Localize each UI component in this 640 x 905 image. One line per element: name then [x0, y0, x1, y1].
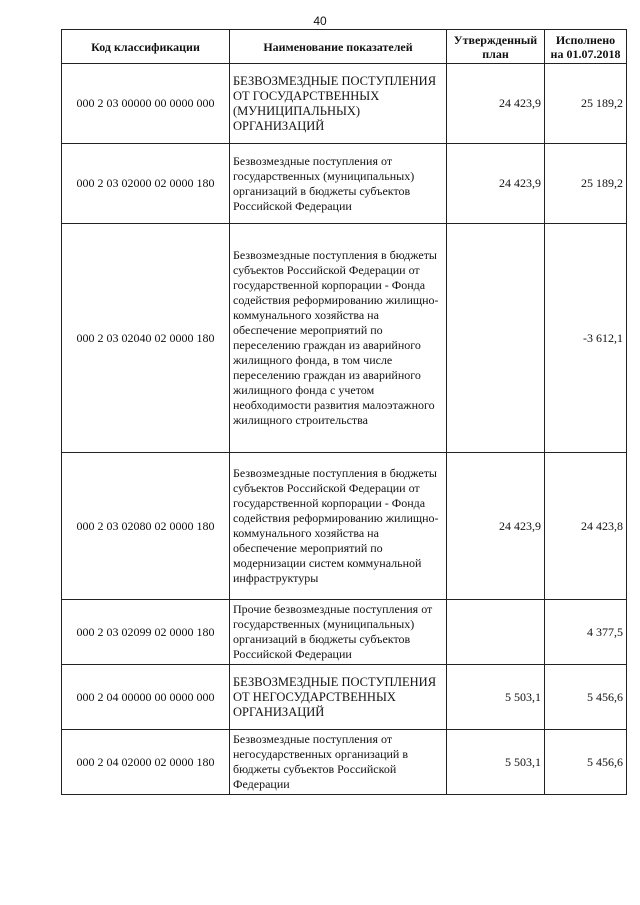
header-executed: Исполнено на 01.07.2018 [545, 30, 627, 64]
cell-executed: 25 189,2 [545, 144, 627, 224]
cell-executed: 24 423,8 [545, 453, 627, 600]
cell-plan: 5 503,1 [447, 730, 545, 795]
cell-code: 000 2 03 02000 02 0000 180 [62, 144, 230, 224]
cell-code: 000 2 03 02099 02 0000 180 [62, 600, 230, 665]
table-row [62, 144, 627, 224]
page-number: 40 [313, 14, 327, 28]
cell-executed: -3 612,1 [545, 224, 627, 453]
cell-plan: 24 423,9 [447, 144, 545, 224]
table-row [62, 730, 627, 795]
cell-code: 000 2 04 00000 00 0000 000 [62, 665, 230, 730]
cell-name: Безвозмездные поступления от государственных (муниципальных) организаций в бюджеты субъектов Российской Федерации [230, 144, 447, 224]
cell-name: Безвозмездные поступления в бюджеты субъектов Российской Федерации от государственной корпорации - Фонда содействия реформированию жилищно-коммунального хозяйства на обеспечение мероприятий по модернизации систем коммунальной инфраструктуры [230, 453, 447, 600]
table-row [62, 64, 627, 144]
cell-code: 000 2 03 00000 00 0000 000 [62, 64, 230, 144]
cell-name: БЕЗВОЗМЕЗДНЫЕ ПОСТУПЛЕНИЯ ОТ ГОСУДАРСТВЕННЫХ (МУНИЦИПАЛЬНЫХ) ОРГАНИЗАЦИЙ [230, 64, 447, 144]
table-header-row [62, 30, 627, 64]
cell-executed: 25 189,2 [545, 64, 627, 144]
cell-executed: 5 456,6 [545, 665, 627, 730]
cell-name: БЕЗВОЗМЕЗДНЫЕ ПОСТУПЛЕНИЯ ОТ НЕГОСУДАРСТВЕННЫХ ОРГАНИЗАЦИЙ [230, 665, 447, 730]
header-plan: Утвержденный план [447, 30, 545, 64]
cell-plan [447, 600, 545, 665]
budget-table [61, 29, 627, 795]
cell-plan: 24 423,9 [447, 64, 545, 144]
table-row [62, 453, 627, 600]
cell-plan: 5 503,1 [447, 665, 545, 730]
cell-code: 000 2 04 02000 02 0000 180 [62, 730, 230, 795]
cell-executed: 5 456,6 [545, 730, 627, 795]
cell-plan: 24 423,9 [447, 453, 545, 600]
cell-name: Безвозмездные поступления от негосударственных организаций в бюджеты субъектов Российской Федерации [230, 730, 447, 795]
cell-code: 000 2 03 02080 02 0000 180 [62, 453, 230, 600]
header-name: Наименование показателей [230, 30, 447, 64]
cell-code: 000 2 03 02040 02 0000 180 [62, 224, 230, 453]
table-row [62, 665, 627, 730]
cell-name: Безвозмездные поступления в бюджеты субъектов Российской Федерации от государственной корпорации - Фонда содействия реформированию жилищно-коммунального хозяйства на обеспечение мероприятий по переселению граждан из аварийного жилищного фонда, в том числе переселению граждан из аварийного жилищного фонда с учетом необходимости развития малоэтажного жилищного строительства [230, 224, 447, 453]
cell-executed: 4 377,5 [545, 600, 627, 665]
cell-plan [447, 224, 545, 453]
header-code: Код классификации [62, 30, 230, 64]
cell-name: Прочие безвозмездные поступления от государственных (муниципальных) организаций в бюджеты субъектов Российской Федерации [230, 600, 447, 665]
table-row [62, 224, 627, 453]
table-row [62, 600, 627, 665]
